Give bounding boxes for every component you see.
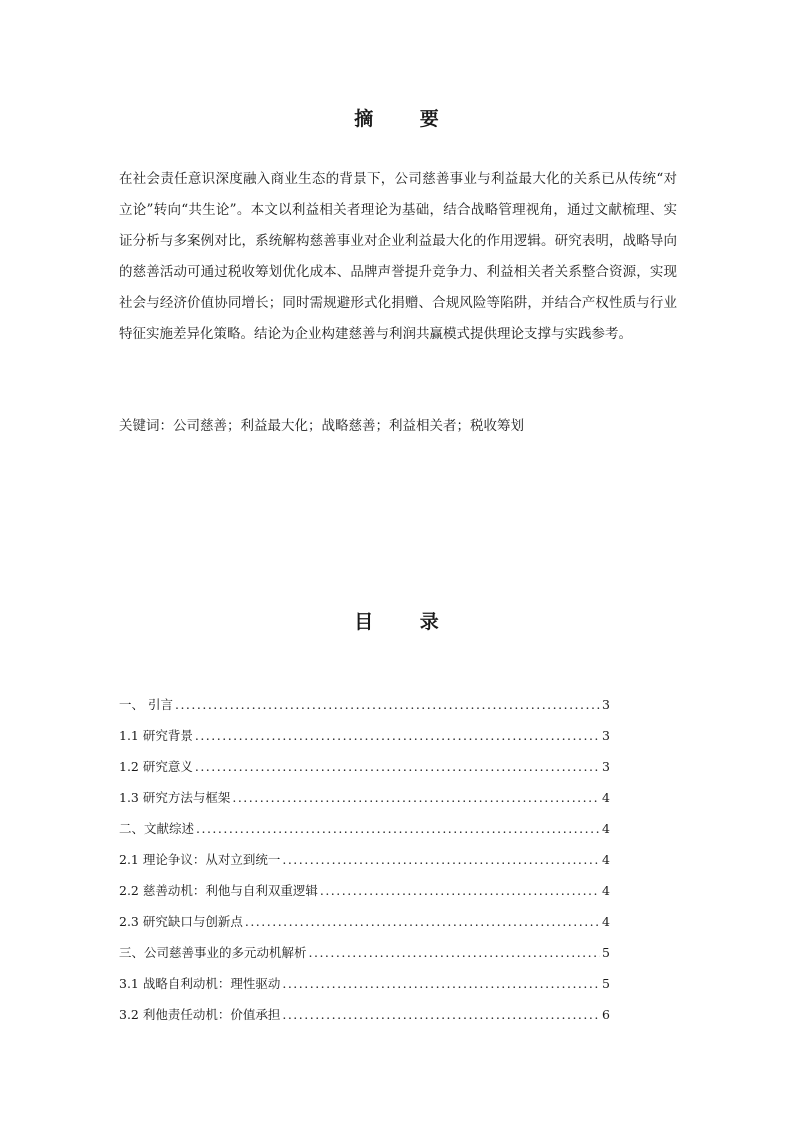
abstract-body: 在社会责任意识深度融入商业生态的背景下，公司慈善事业与利益最大化的关系已从传统“对立论”转向“共生论”。本文以利益相关者理论为基础，结合战略管理视角，通过文献梳理、实证分析与多案例对比，系统解构慈善事业对企业利益最大化的作用逻辑。研究表明，战略导向的慈善活动可通过税收筹划优化成本、品牌声誉提升竞争力、利益相关者关系整合资源，实现社会与经济价值协同增长；同时需规避形式化捐赠、合规风险等陷阱，并结合产权性质与行业特征实施差异化策略。结论为企业构建慈善与利润共赢模式提供理论支撑与实践参考。 — [119, 171, 677, 342]
toc-item-page: 3 — [602, 697, 610, 712]
toc-item[interactable] — [119, 941, 610, 972]
toc-item[interactable] — [119, 848, 610, 879]
toc-item-page: 4 — [602, 852, 610, 867]
toc-item[interactable] — [119, 910, 610, 941]
toc-leader-dots — [282, 972, 600, 996]
toc-leader-dots — [282, 848, 600, 872]
toc-leader-dots — [309, 941, 601, 965]
toc-item-label: 1.1 研究背景 — [119, 728, 193, 743]
toc-item-label: 2.3 研究缺口与创新点 — [119, 914, 243, 929]
toc-item-page: 3 — [602, 759, 610, 774]
toc-item-label: 三、公司慈善事业的多元动机解析 — [119, 945, 307, 960]
toc-item[interactable] — [119, 817, 610, 848]
toc-item-label: 3.1 战略自利动机：理性驱动 — [119, 976, 281, 991]
toc-item-label: 二、文献综述 — [119, 821, 195, 836]
toc-item-label: 一、 引言 — [119, 697, 173, 712]
toc-leader-dots — [195, 755, 600, 779]
toc-title: 目 录 — [354, 611, 459, 633]
toc-leader-dots — [232, 786, 600, 810]
table-of-contents — [119, 693, 610, 1034]
toc-leader-dots — [195, 724, 600, 748]
toc-item[interactable] — [119, 755, 610, 786]
toc-item[interactable] — [119, 879, 610, 910]
toc-item-label: 2.1 理论争议：从对立到统一 — [119, 852, 281, 867]
toc-item[interactable] — [119, 693, 610, 724]
abstract-title: 摘 要 — [354, 108, 459, 130]
toc-leader-dots — [245, 910, 600, 934]
toc-item-label: 1.3 研究方法与框架 — [119, 790, 231, 805]
toc-leader-dots — [320, 879, 600, 903]
toc-leader-dots — [175, 693, 600, 717]
toc-item-label: 2.2 慈善动机：利他与自利双重逻辑 — [119, 883, 318, 898]
toc-item-page: 6 — [602, 1007, 610, 1022]
toc-item-page: 4 — [602, 790, 610, 805]
toc-item-page: 4 — [602, 883, 610, 898]
toc-item[interactable] — [119, 972, 610, 1003]
toc-item-page: 3 — [602, 728, 610, 743]
toc-item-page: 5 — [602, 976, 610, 991]
keywords: 关键词：公司慈善；利益最大化；战略慈善；利益相关者；税收筹划 — [119, 418, 524, 434]
toc-item[interactable] — [119, 724, 610, 755]
toc-leader-dots — [196, 817, 600, 841]
toc-item-label: 1.2 研究意义 — [119, 759, 193, 774]
toc-item-label: 3.2 利他责任动机：价值承担 — [119, 1007, 281, 1022]
toc-item-page: 5 — [602, 945, 610, 960]
toc-item-page: 4 — [602, 914, 610, 929]
toc-item[interactable] — [119, 786, 610, 817]
toc-leader-dots — [282, 1003, 600, 1027]
toc-item-page: 4 — [602, 821, 610, 836]
toc-item[interactable] — [119, 1003, 610, 1034]
